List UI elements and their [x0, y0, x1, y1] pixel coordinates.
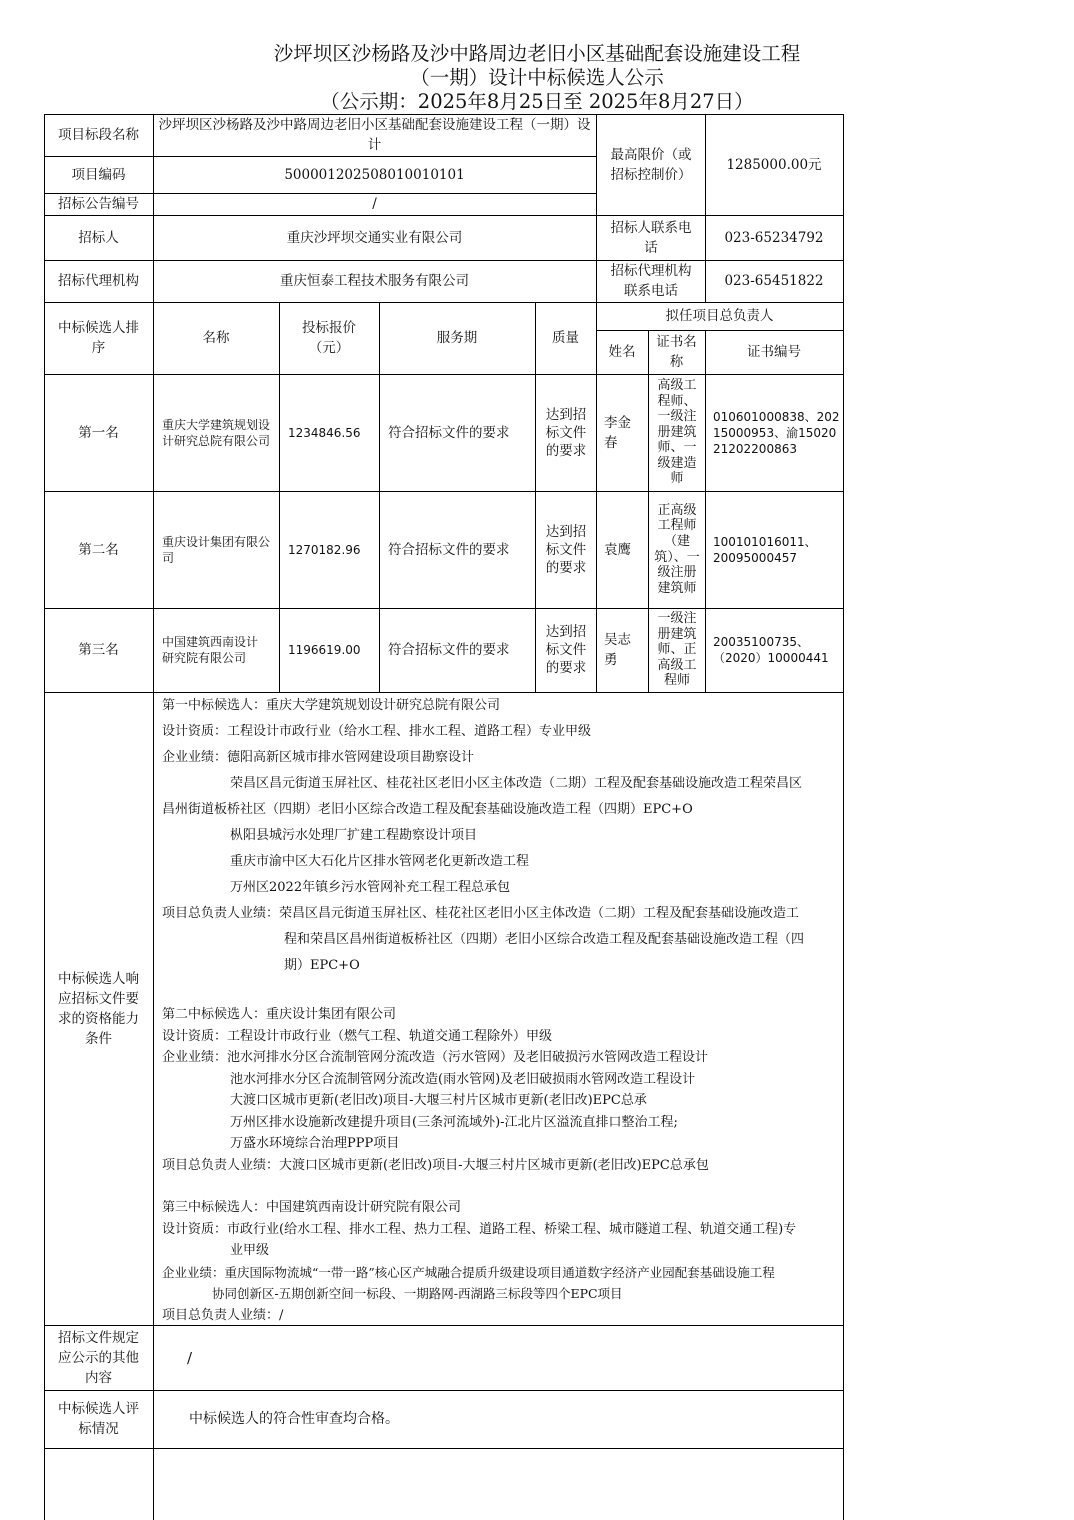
tenderer-label: 招标人 [78, 229, 119, 246]
candidate-cert-no: 010601000838、20215000953、渝1502021202200863 [713, 409, 840, 456]
c2-perf: 万盛水环境综合治理PPP项目 [230, 1136, 400, 1151]
c3-qual: 业甲级 [230, 1243, 270, 1258]
leader-group-header: 拟任项目总负责人 [665, 308, 774, 324]
notice-no-label: 招标公告编号 [58, 196, 139, 212]
max-price-label: 最高限价（或招标控制价） [610, 146, 692, 183]
doc-title-line3: （公示期：2025年8月25日至 2025年8月27日） [320, 90, 754, 113]
candidate3-qualification [162, 1197, 838, 1326]
candidate-rank: 第三名 [78, 642, 119, 658]
c3-heading: 第三中标候选人：中国建筑西南设计研究院有限公司 [162, 1200, 462, 1215]
other-content-label: 招标文件规定应公示的其他内容 [58, 1329, 139, 1386]
quality-header: 质量 [552, 330, 579, 346]
candidate2-qualification [162, 1004, 838, 1176]
candidate-cert-no: 20035100735、（2020）10000441 [713, 635, 829, 665]
c1-leader-perf: 期）EPC+O [284, 958, 360, 973]
c1-perf: 企业业绩：德阳高新区城市排水管网建设项目勘察设计 [162, 750, 475, 765]
evaluation-label: 中标候选人评标情况 [58, 1401, 139, 1437]
evaluation-value: 中标候选人的符合性审查均合格。 [189, 1411, 399, 1427]
project-name-value: 沙坪坝区沙杨路及沙中路周边老旧小区基础配套设施建设工程（一期）设计 [158, 117, 591, 153]
c3-leader-perf: 项目总负责人业绩：/ [162, 1307, 284, 1323]
c1-perf: 万州区2022年镇乡污水管网补充工程工程总承包 [230, 880, 511, 895]
candidate-bid-price: 1270182.96 [288, 542, 361, 557]
candidate-leader: 袁鹰 [604, 541, 631, 558]
c1-perf: 重庆市渝中区大石化片区排水管网老化更新改造工程 [230, 854, 530, 869]
tenderer-phone-label: 招标人联系电话 [610, 219, 692, 256]
candidate-name: 重庆设计集团有限公司 [162, 534, 271, 565]
project-code-value: 500001202508010010101 [284, 166, 465, 183]
notice-no-value: / [372, 196, 377, 212]
tenderer-value: 重庆沙坪坝交通实业有限公司 [286, 229, 463, 246]
agency-value: 重庆恒泰工程技术服务有限公司 [280, 273, 469, 289]
c3-perf: 企业业绩：重庆国际物流城“一带一路”核心区产城融合提质升级建设项目通道数字经济产业园配套基础设施工程 [162, 1264, 775, 1280]
c2-leader-perf: 项目总负责人业绩：大渡口区城市更新(老旧改)项目-大堰三村片区城市更新(老旧改)EPC总承包 [162, 1157, 709, 1173]
doc-title-line2: （一期）设计中标候选人公示 [410, 66, 664, 89]
c1-perf: 昌州街道板桥社区（四期）老旧小区综合改造工程及配套基础设施改造工程（四期）EPC+O [162, 802, 693, 817]
candidate-cert-name: 高级工程师、一级注册建筑师、一级建造师 [657, 377, 697, 487]
project-name-label: 项目标段名称 [58, 127, 139, 143]
candidate-name: 重庆大学建筑规划设计研究总院有限公司 [162, 417, 271, 448]
c1-qual: 设计资质：工程设计市政行业（给水工程、排水工程、道路工程）专业甲级 [162, 724, 592, 739]
c2-perf: 大渡口区城市更新(老旧改)项目-大堰三村片区城市更新(老旧改)EPC总承 [230, 1093, 647, 1108]
name-header: 名称 [202, 330, 230, 346]
agency-label: 招标代理机构 [58, 273, 139, 289]
candidate-quality: 达到招标文件的要求 [545, 406, 587, 459]
c1-perf: 枞阳县城污水处理厂扩建工程勘察设计项目 [230, 828, 478, 843]
candidate-service-period: 符合招标文件的要求 [388, 541, 510, 558]
cert-name-header: 证书名称 [656, 334, 697, 370]
candidate-service-period: 符合招标文件的要求 [388, 424, 510, 441]
bid-price-header: 投标报价（元） [302, 320, 356, 356]
c1-leader-perf: 程和荣昌区昌州街道板桥社区（四期）老旧小区综合改造工程及配套基础设施改造工程（四 [284, 932, 805, 947]
agency-phone-label: 招标代理机构联系电话 [610, 263, 692, 299]
c1-leader-perf: 项目总负责人业绩：荣昌区昌元街道玉屏社区、桂花社区老旧小区主体改造（二期）工程及配套基础设施改造工 [162, 906, 800, 921]
candidate-cert-name: 正高级工程师（建筑）、一级注册建筑师 [654, 502, 700, 596]
candidate-leader: 吴志勇 [604, 632, 631, 668]
other-content-value: / [187, 1348, 193, 1367]
candidate-service-period: 符合招标文件的要求 [388, 642, 510, 658]
qualification-label: 中标候选人响应招标文件要求的资格能力条件 [58, 970, 139, 1047]
candidate-rank: 第一名 [78, 424, 119, 441]
service-period-header: 服务期 [436, 330, 478, 346]
leader-name-header: 姓名 [608, 344, 636, 360]
c2-perf: 万州区排水设施新改建提升项目(三条河流域外)-江北片区溢流直排口整治工程; [230, 1114, 678, 1130]
agency-phone-value: 023-65451822 [724, 273, 824, 289]
cert-no-header: 证书编号 [747, 344, 801, 360]
candidate-quality: 达到招标文件的要求 [545, 523, 587, 576]
candidate-leader: 李金春 [604, 414, 631, 451]
rank-header: 中标候选人排序 [58, 320, 139, 356]
candidate-rank: 第二名 [78, 541, 119, 558]
c2-qual: 设计资质：工程设计市政行业（燃气工程、轨道交通工程除外）甲级 [162, 1028, 553, 1044]
candidate-quality: 达到招标文件的要求 [545, 624, 587, 676]
c3-qual: 设计资质：市政行业(给水工程、排水工程、热力工程、道路工程、桥梁工程、城市隧道工程、轨道交通工程)专 [162, 1221, 797, 1237]
c2-perf: 企业业绩：池水河排水分区合流制管网分流改造（污水管网）及老旧破损污水管网改造工程设计 [162, 1050, 709, 1065]
project-code-label: 项目编码 [71, 166, 126, 183]
doc-title-line1: 沙坪坝区沙杨路及沙中路周边老旧小区基础配套设施建设工程 [273, 42, 801, 65]
candidate-cert-no: 100101016011、20095000457 [713, 534, 817, 565]
candidate-bid-price: 1196619.00 [288, 643, 361, 657]
candidate-cert-name: 一级注册建筑师、正高级工程师 [657, 611, 697, 689]
candidate-bid-price: 1234846.56 [288, 425, 361, 440]
max-price-value: 1285000.00元 [726, 156, 822, 173]
candidate-name: 中国建筑西南设计研究院有限公司 [162, 635, 259, 665]
candidate1-qualification [162, 693, 838, 979]
c3-perf: 协同创新区-五期创新空间一标段、一期路网-西湖路三标段等四个EPC项目 [212, 1286, 623, 1301]
tenderer-phone-value: 023-65234792 [724, 229, 824, 246]
c1-perf: 荣昌区昌元街道玉屏社区、桂花社区老旧小区主体改造（二期）工程及配套基础设施改造工程荣昌区 [230, 776, 803, 791]
c1-heading: 第一中标候选人：重庆大学建筑规划设计研究总院有限公司 [162, 698, 501, 713]
c2-heading: 第二中标候选人：重庆设计集团有限公司 [162, 1007, 397, 1022]
c2-perf: 池水河排水分区合流制管网分流改造(雨水管网)及老旧破损雨水管网改造工程设计 [230, 1071, 696, 1087]
